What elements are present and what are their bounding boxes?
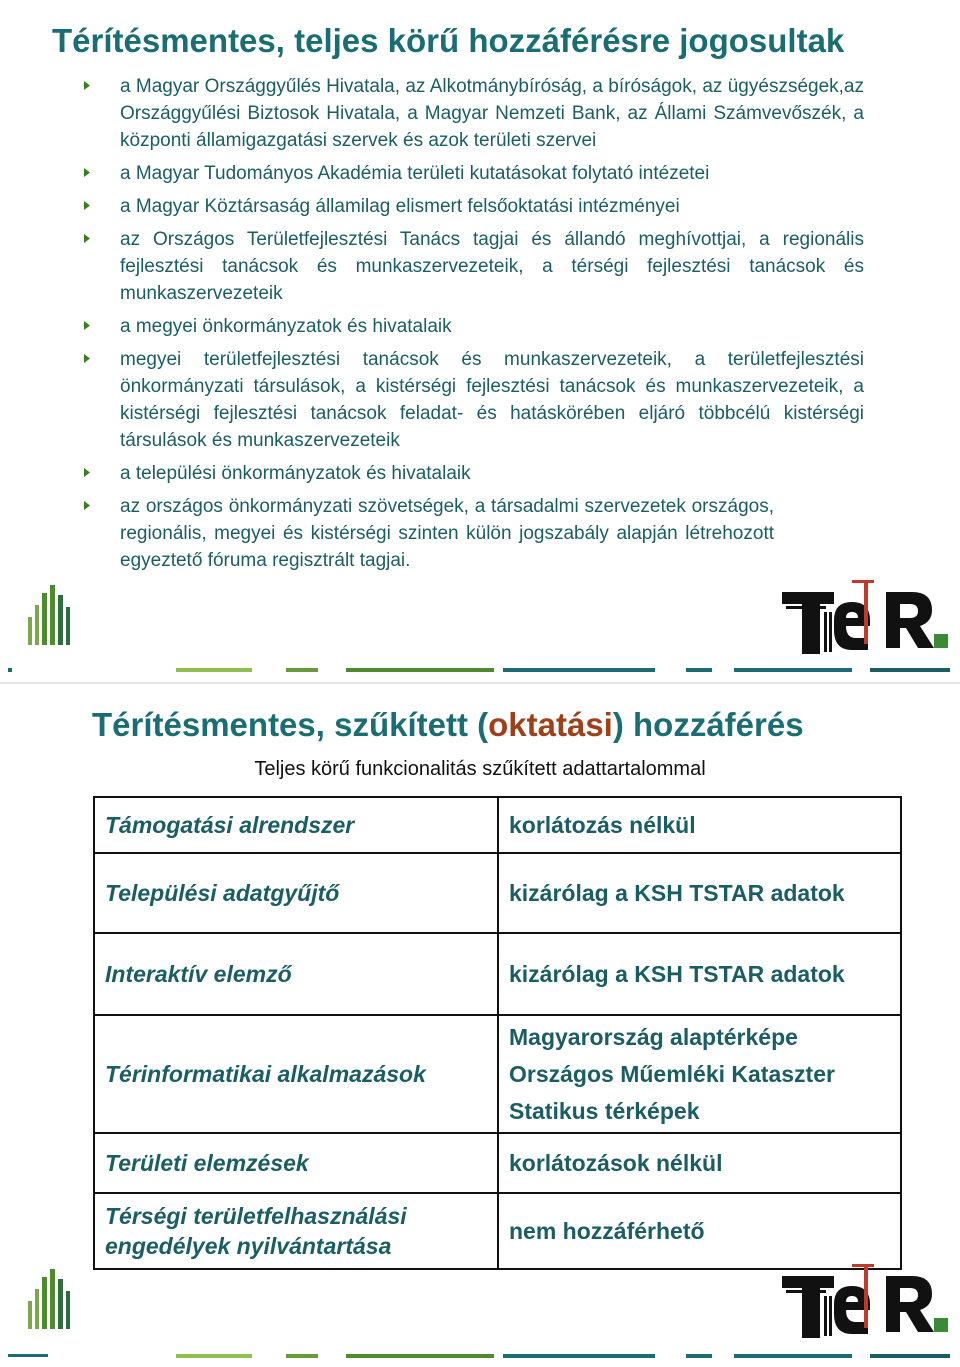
table-cell-access: nem hozzáférhető bbox=[498, 1193, 901, 1269]
bullet-icon bbox=[84, 234, 90, 243]
table-cell-access: korlátozások nélkül bbox=[498, 1133, 901, 1193]
slide-2 bbox=[0, 684, 960, 1367]
list-item: a Magyar Tudományos Akadémia területi kutatásokat folytató intézetei bbox=[84, 160, 864, 187]
table-row bbox=[94, 1015, 901, 1133]
table-cell-feature: Területi elemzések bbox=[94, 1133, 498, 1193]
list-item: a települési önkormányzatok és hivatalaik bbox=[84, 460, 864, 487]
list-item: a Magyar Köztársaság államilag elismert felsőoktatási intézményei bbox=[84, 193, 864, 220]
table-cell-access: korlátozás nélkül bbox=[498, 797, 901, 853]
table-row bbox=[94, 1193, 901, 1269]
table-cell-feature: Interaktív elemző bbox=[94, 933, 498, 1015]
bullet-icon bbox=[84, 81, 90, 90]
table-cell-access: kizárólag a KSH TSTAR adatok bbox=[498, 853, 901, 933]
decorative-stripes-icon bbox=[28, 1269, 78, 1329]
table-cell-feature: Térinformatikai alkalmazások bbox=[94, 1015, 498, 1133]
ter-logo-icon bbox=[782, 1256, 952, 1338]
slide-title: Térítésmentes, szűkített (oktatási) hozzáférés bbox=[92, 706, 804, 743]
slide-title: Térítésmentes, teljes körű hozzáférésre jogosultak bbox=[52, 22, 845, 59]
table-cell-feature: Települési adatgyűjtő bbox=[94, 853, 498, 933]
eligibility-list bbox=[84, 73, 864, 580]
bullet-icon bbox=[84, 354, 90, 363]
table-row bbox=[94, 853, 901, 933]
table-row bbox=[94, 1133, 901, 1193]
list-item: a megyei önkormányzatok és hivatalaik bbox=[84, 313, 864, 340]
table-cell-feature: Támogatási alrendszer bbox=[94, 797, 498, 853]
title-highlight: oktatási bbox=[488, 706, 613, 743]
decorative-stripes-icon bbox=[28, 585, 78, 645]
slide-subtitle: Teljes körű funkcionalitás szűkített adattartalommal bbox=[254, 758, 706, 780]
bullet-icon bbox=[84, 168, 90, 177]
bullet-icon bbox=[84, 201, 90, 210]
list-item: a Magyar Országgyűlés Hivatala, az Alkotmánybíróság, a bíróságok, az ügyészségek,az Országgyűlési Biztosok Hivatala, a Magyar Nemzeti Bank, az Állami Számvevőszék, a központi államigazgatási szervek és azok területi szervei bbox=[84, 73, 864, 154]
ter-logo-icon bbox=[782, 572, 952, 654]
access-table bbox=[93, 796, 902, 1270]
bullet-icon bbox=[84, 468, 90, 477]
list-item: az Országos Területfejlesztési Tanács tagjai és állandó meghívottjai, a regionális fejlesztési tanácsok és munkaszervezeteik, a térségi fejlesztési tanácsok és munkaszervezeteik bbox=[84, 226, 864, 307]
table-cell-access: Magyarország alaptérképe Országos Műemléki Kataszter Statikus térképek bbox=[498, 1015, 901, 1133]
table-row bbox=[94, 933, 901, 1015]
list-item: az országos önkormányzati szövetségek, a társadalmi szervezetek országos, regionális, megyei és kistérségi szinten külön jogszabály alapján létrehozott egyeztető fóruma regisztrált tagjai. bbox=[84, 493, 864, 574]
list-item: megyei területfejlesztési tanácsok és munkaszervezeteik, a területfejlesztési önkormányzati társulások, a kistérségi fejlesztési tanácsok és munkaszervezeteik, a kistérségi fejlesztési tanácsok feladat- és hatáskörében eljáró többcélú kistérségi társulások és munkaszervezeteik bbox=[84, 346, 864, 454]
bullet-icon bbox=[84, 321, 90, 330]
bullet-icon bbox=[84, 501, 90, 510]
slide-1 bbox=[0, 0, 960, 682]
table-cell-feature: Térségi területfelhasználási engedélyek nyilvántartása bbox=[94, 1193, 498, 1269]
table-cell-access: kizárólag a KSH TSTAR adatok bbox=[498, 933, 901, 1015]
table-row bbox=[94, 797, 901, 853]
